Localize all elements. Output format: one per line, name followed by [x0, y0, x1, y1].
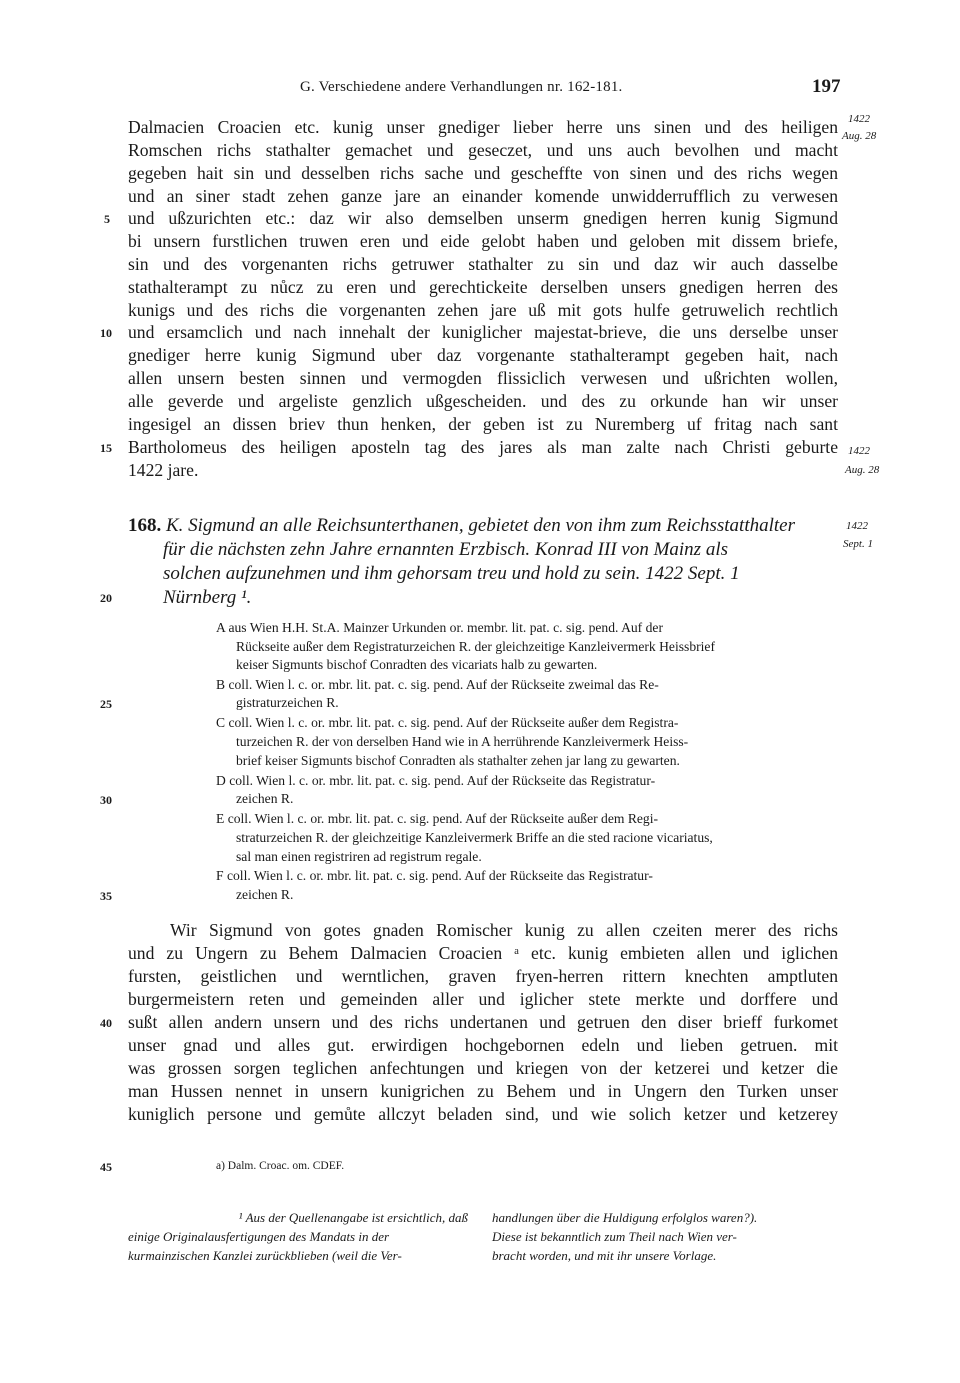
- line-number: 35: [100, 889, 112, 903]
- footnote-line: einige Originalausfertigungen des Mandats in der: [128, 1229, 390, 1244]
- text-line: Bartholomeus des heiligen aposteln tag des jares als man zalte nach Christi geburte: [128, 437, 838, 457]
- source-line: D coll. Wien l. c. or. mbr. lit. pat. c. sig. pend. Auf der Rückseite das Registratur-: [216, 773, 656, 788]
- text-line: was grossen sorgen teglichen anfechtungen und kriegen von der ketzerei und ketzer die: [128, 1058, 838, 1078]
- regest-line: Nürnberg ¹.: [163, 587, 252, 608]
- source-line: straturzeichen R. der gleichzeitige Kanzleivermerk Briffe an die sted racione vicariatus,: [236, 830, 713, 845]
- text-line: kuniglich persone und gemůte allczyt beladen sind, und wie solich ketzer und ketzerey: [128, 1104, 838, 1124]
- source-line: A aus Wien H.H. St.A. Mainzer Urkunden or. membr. lit. pat. c. sig. pend. Auf der: [216, 620, 663, 635]
- source-line: turzeichen R. der von derselben Hand wie in A herrührende Kanzleivermerk Heiss-: [236, 734, 689, 749]
- footnote-line: Diese ist bekanntlich zum Theil nach Wien ver-: [492, 1229, 737, 1244]
- text-line: und zu Ungern zu Behem Dalmacien Croacien ᵃ etc. kunig embieten allen und iglichen: [128, 943, 838, 963]
- margin-date-year: 1422: [848, 113, 870, 125]
- regest-line: für die nächsten zehn Jahre ernannten Erzbisch. Konrad III von Mainz als: [163, 539, 728, 560]
- line-number: 30: [100, 793, 112, 807]
- text-line: burgermeistern reten und gemeinden aller und iglicher stete merkte und dorffere und: [128, 989, 838, 1009]
- text-line: Dalmacien Croacien etc. kunig unser gnediger lieber herre uns sinen und des heiligen: [128, 117, 838, 137]
- text-line: 1422 jare.: [128, 460, 199, 480]
- source-line: F coll. Wien l. c. or. mbr. lit. pat. c. sig. pend. Auf der Rückseite das Registratur-: [216, 868, 653, 883]
- text-line: und ußzurichten etc.: daz wir also demselben unserm gnedigen herren kunig Sigmund: [128, 208, 838, 228]
- line-number: 25: [100, 697, 112, 711]
- text-line: und ersamclich und nach innehalt der kuniglicher majestat-brieve, die uns derselbe unser: [128, 322, 838, 342]
- page-header: [0, 76, 960, 100]
- source-line: C coll. Wien l. c. or. mbr. lit. pat. c. sig. pend. Auf der Rückseite außer dem Registra-: [216, 715, 679, 730]
- source-line: keiser Sigmunts bischof Conradten des vicariats halb zu gewarten.: [236, 657, 598, 672]
- text-line: ingesigel an dissen briev thun henken, der geben ist zu Nuremberg uf fritag nach sant: [128, 414, 838, 434]
- source-line: gistraturzeichen R.: [236, 695, 339, 710]
- source-line: brief keiser Sigmunts bischof Conradten als stathalter zehen jar lang zu gewarten.: [236, 753, 680, 768]
- footnote-line: handlungen über die Huldigung erfolglos waren?).: [492, 1210, 758, 1225]
- running-title: G. Verschiedene andere Verhandlungen nr. 162-181.: [300, 79, 623, 95]
- source-line: B coll. Wien l. c. or. mbr. lit. pat. c. sig. pend. Auf der Rückseite zweimal das Re-: [216, 677, 659, 692]
- margin-date-day: Sept. 1: [843, 538, 873, 550]
- text-line: gnediger herre kunig Sigmund uber daz vorgenante stathalterampt gegeben hait, nach: [128, 345, 838, 365]
- source-line: zeichen R.: [236, 791, 294, 806]
- text-line: fursten, geistlichen und werntlichen, graven fryen-herren rittern knechten amptluten: [128, 966, 838, 986]
- margin-date-year: 1422: [846, 520, 868, 532]
- text-line: man Hussen nennet in unsern kunigrichen zu Behem und in Ungern den Turken unser: [128, 1081, 838, 1101]
- line-number: 5: [104, 212, 110, 226]
- document-number: 168.: [128, 515, 162, 536]
- line-number: 45: [100, 1160, 112, 1174]
- line-number: 10: [100, 326, 112, 340]
- text-line: gegeben hait sin und desselben richs sache und gescheffte von sinen und des richs wegen: [128, 163, 838, 183]
- apparatus-note: a) Dalm. Croac. om. CDEF.: [216, 1160, 345, 1172]
- source-line: zeichen R.: [236, 887, 294, 902]
- text-line: alle geverde und argeliste genzlich ußgescheiden. und des zu orkunde han wir unser: [128, 391, 838, 411]
- text-line: stathalterampt zu nůcz zu eren und gerechtickeite derselben unsers gnedigen herren des: [128, 277, 838, 297]
- regest-line: [128, 514, 795, 538]
- line-number: 40: [100, 1016, 112, 1030]
- regest-line: solchen aufzunehmen und ihm gehorsam treu und hold zu sein. 1422 Sept. 1: [163, 563, 740, 584]
- line-number: 15: [100, 441, 112, 455]
- page-number: 197: [812, 76, 841, 97]
- text-line: Romschen richs stathalter gemachet und geseczet, und uns auch bevolhen und macht: [128, 140, 838, 160]
- margin-date-year: 1422: [848, 445, 870, 457]
- source-line: sal man einen registriren ad registrum regale.: [236, 849, 482, 864]
- source-line: Rückseite außer dem Registraturzeichen R. der gleichzeitige Kanzleivermerk Heissbrief: [236, 639, 715, 654]
- footnote-line: ¹ Aus der Quellenangabe ist ersichtlich, daß: [238, 1210, 468, 1225]
- text-line: und an siner stadt zehen ganze jare an einander komende unwidderrufflich zu verwesen: [128, 186, 838, 206]
- text-line: unser gnad und alles gut. erwirdigen hochgebornen edeln und lieben getruen. mit: [128, 1035, 838, 1055]
- line-number: 20: [100, 591, 112, 605]
- footnote-line: kurmainzischen Kanzlei zurückblieben (weil die Ver-: [128, 1248, 402, 1263]
- text-line: sin und des vorgenanten richs getruwer stathalter zu sin und daz wir auch dasselbe: [128, 254, 838, 274]
- text-line: sußt allen andern unsern und des richs undertanen und getruen den diser brieff furkomet: [128, 1012, 838, 1032]
- margin-date-day: Aug. 28: [845, 464, 880, 476]
- margin-date-day: Aug. 28: [842, 130, 877, 142]
- text-line: kunigs und des richs die vorgenanten zehen jare uß mit gots hulfe getruwelich rechtlich: [128, 300, 838, 320]
- text-line: allen unsern besten sinnen und vermogden flissiclich verwesen und ußrichten wollen,: [128, 368, 838, 388]
- text-line: bi unsern furstlichen truwen eren und eide gelobt haben und geloben mit dissem briefe,: [128, 231, 838, 251]
- source-line: E coll. Wien l. c. or. mbr. lit. pat. c. sig. pend. Auf der Rückseite außer dem Regi-: [216, 811, 659, 826]
- regest-text: K. Sigmund an alle Reichsunterthanen, gebietet den von ihm zum Reichsstatthalter: [166, 515, 796, 536]
- footnote-line: bracht worden, und mit ihr unsere Vorlage.: [492, 1248, 717, 1263]
- text-line: Wir Sigmund von gotes gnaden Romischer kunig zu allen czeiten merer des richs: [170, 920, 838, 940]
